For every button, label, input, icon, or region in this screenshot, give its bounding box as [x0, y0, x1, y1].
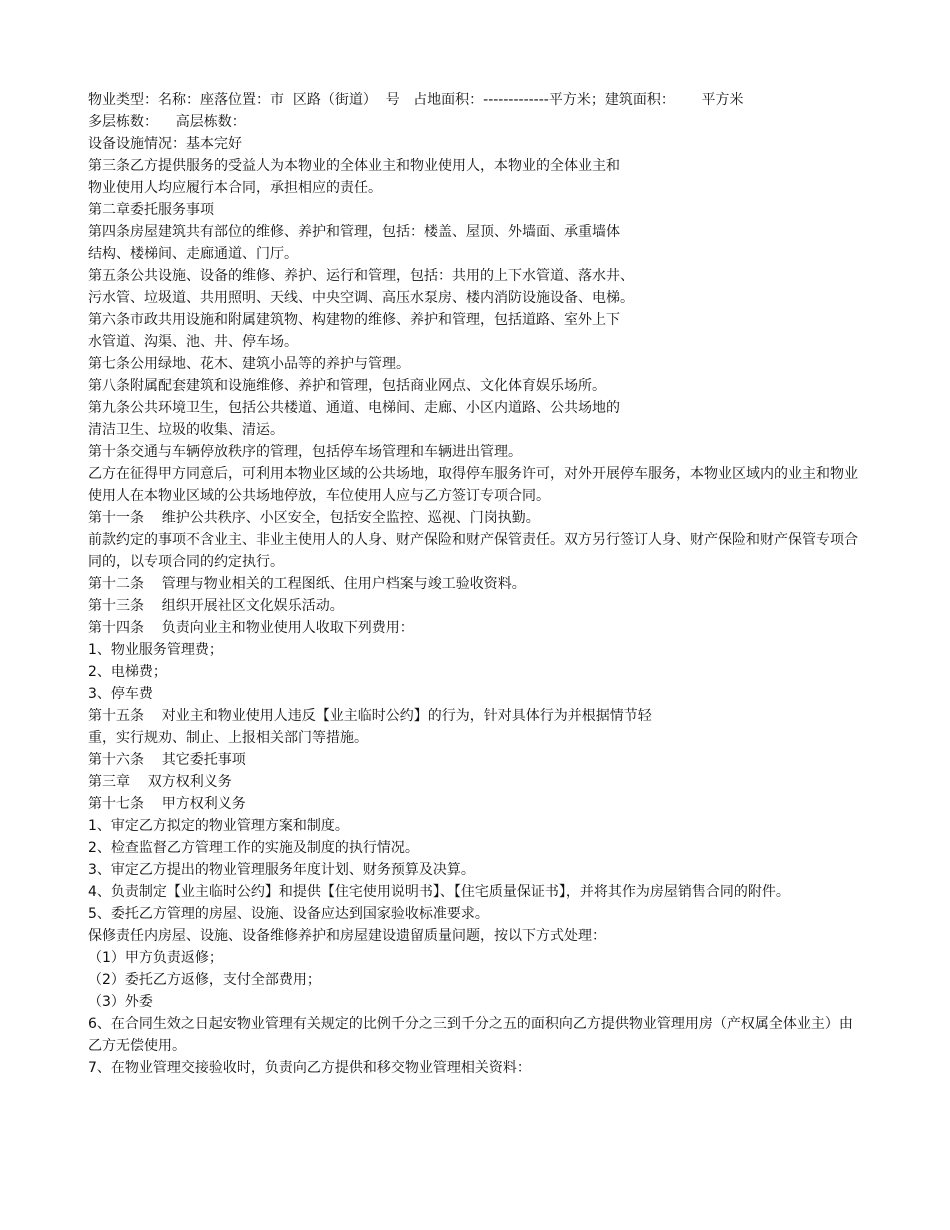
chapter-2-heading: 第二章委托服务事项 [88, 202, 214, 218]
fee-item-3: 3、停车费 [88, 686, 153, 702]
article-9-line-2: 清洁卫生、垃圾的收集、清运。 [88, 422, 284, 438]
article-4-line-1: 第四条房屋建筑共有部位的维修、养护和管理，包括：楼盖、屋顶、外墙面、承重墙体 [88, 224, 620, 240]
article-17-line: 第十七条 甲方权利义务 [88, 796, 246, 812]
duty-item-2: 2、检查监督乙方管理工作的实施及制度的执行情况。 [88, 840, 419, 856]
parking-paragraph: 乙方在征得甲方同意后，可利用本物业区域的公共场地，取得停车服务许可，对外开展停车服务，本物业区域内的业主和物业使用人在本物业区域的公共场地停放，车位使用人应与乙方签订专项合同。 [88, 466, 858, 504]
article-10-line: 第十条交通与车辆停放秩序的管理，包括停车场管理和车辆进出管理。 [88, 444, 522, 460]
article-11-line: 第十一条 维护公共秩序、小区安全，包括安全监控、巡视、门岗执勤。 [88, 510, 540, 526]
article-5-line-2: 污水管、垃圾道、共用照明、天线、中央空调、高压水泵房、楼内消防设施设备、电梯。 [88, 290, 634, 306]
duty-item-7: 7、在物业管理交接验收时，负责向乙方提供和移交物业管理相关资料： [88, 1060, 531, 1076]
article-5-line-1: 第五条公共设施、设备的维修、养护、运行和管理，包括：共用的上下水管道、落水井、 [88, 268, 634, 284]
article-7-line: 第七条公用绿地、花木、建筑小品等的养护与管理。 [88, 356, 410, 372]
article-4-line-2: 结构、楼梯间、走廊通道、门厅。 [88, 246, 298, 262]
fee-item-2: 2、电梯费； [88, 664, 167, 680]
duty-item-6: 6、在合同生效之日起安物业管理有关规定的比例千分之三到千分之五的面积向乙方提供物业管理用房（产权属全体业主）由乙方无偿使用。 [88, 1016, 853, 1054]
article-12-line: 第十二条 管理与物业相关的工程图纸、住用户档案与竣工验收资料。 [88, 576, 526, 592]
article-8-line: 第八条附属配套建筑和设施维修、养护和管理，包括商业网点、文化体育娱乐场所。 [88, 378, 606, 394]
article-9-line-1: 第九条公共环境卫生，包括公共楼道、通道、电梯间、走廊、小区内道路、公共场地的 [88, 400, 620, 416]
fee-item-1: 1、物业服务管理费； [88, 642, 223, 658]
article-15-line-1: 第十五条 对业主和物业使用人违反【业主临时公约】的行为，针对具体行为并根据情节轻 [88, 708, 652, 724]
article-16-line: 第十六条 其它委托事项 [88, 752, 246, 768]
article-6-line-1: 第六条市政共用设施和附属建筑物、构建物的维修、养护和管理，包括道路、室外上下 [88, 312, 620, 328]
warranty-option-2: （2）委托乙方返修，支付全部费用； [88, 972, 321, 988]
warranty-option-3: （3）外委 [88, 994, 153, 1010]
article-15-line-2: 重，实行规劝、制止、上报相关部门等措施。 [88, 730, 368, 746]
article-3-line-2: 物业使用人均应履行本合同，承担相应的责任。 [88, 180, 382, 196]
facility-status-line: 设备设施情况：基本完好 [88, 136, 242, 152]
warranty-paragraph: 保修责任内房屋、设施、设备维修养护和房屋建设遗留质量问题，按以下方式处理： [88, 928, 606, 944]
property-info-line: 物业类型：名称：座落位置：市 区路（街道） 号 占地面积：-------------平方米；建筑面积： 平方米 [88, 92, 744, 108]
duty-item-1: 1、审定乙方拟定的物业管理方案和制度。 [88, 818, 349, 834]
chapter-3-heading: 第三章 双方权利义务 [88, 774, 232, 790]
building-count-line: 多层栋数： 高层栋数： [88, 114, 246, 130]
article-3-line-1: 第三条乙方提供服务的受益人为本物业的全体业主和物业使用人，本物业的全体业主和 [88, 158, 620, 174]
article-6-line-2: 水管道、沟渠、池、井、停车场。 [88, 334, 298, 350]
duty-item-4: 4、负责制定【业主临时公约】和提供【住宅使用说明书】、【住宅质量保证书】，并将其作为房屋销售合同的附件。 [88, 884, 790, 900]
article-13-line: 第十三条 组织开展社区文化娱乐活动。 [88, 598, 344, 614]
article-14-line: 第十四条 负责向业主和物业使用人收取下列费用： [88, 620, 414, 636]
insurance-paragraph: 前款约定的事项不含业主、非业主使用人的人身、财产保险和财产保管责任。双方另行签订人身、财产保险和财产保管专项合同的，以专项合同的约定执行。 [88, 532, 858, 570]
warranty-option-1: （1）甲方负责返修； [88, 950, 223, 966]
duty-item-3: 3、审定乙方提出的物业管理服务年度计划、财务预算及决算。 [88, 862, 475, 878]
document-body [88, 89, 863, 1079]
duty-item-5: 5、委托乙方管理的房屋、设施、设备应达到国家验收标准要求。 [88, 906, 489, 922]
